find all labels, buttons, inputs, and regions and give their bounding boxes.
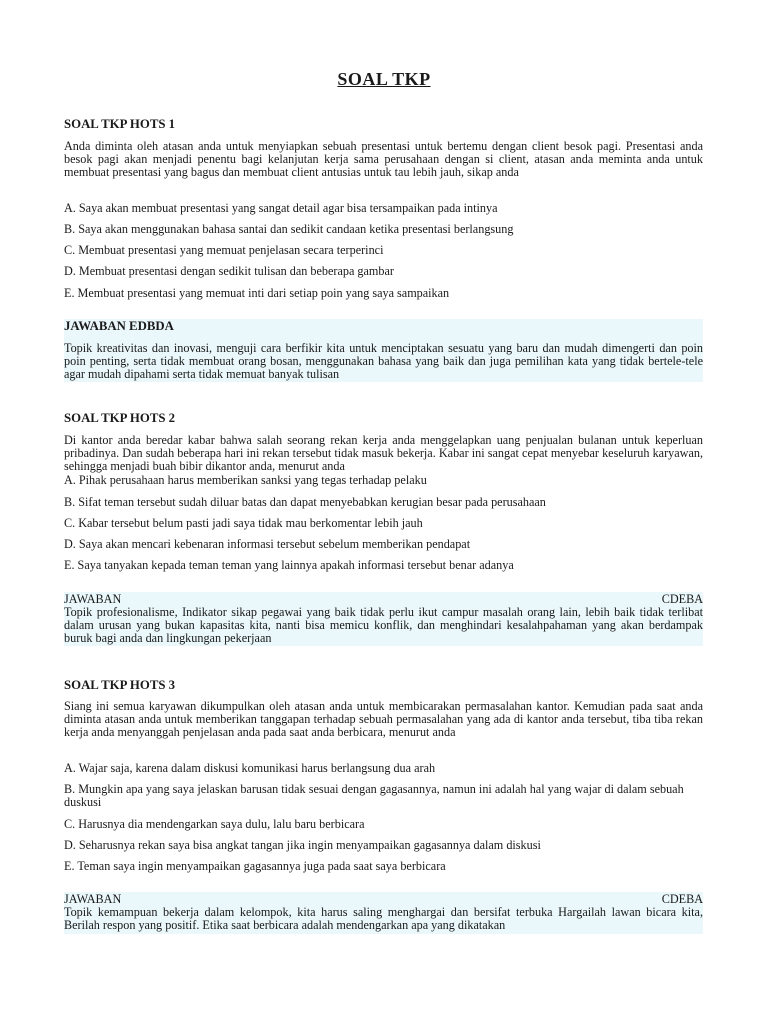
question-1-answer-text: Topik kreativitas dan inovasi, menguji cara berfikir kita untuk menciptakan sesuatu yang baru dan mudah dimengerti dan poin poin penting, serta tidak membuat orang bosan, menggunakan bahasa yang baik dan juga pemilihan kata yang tidak bertele-tele agar mudah dipahami serta tidak memuat banyak tulisan	[64, 341, 703, 381]
question-1-answer-label: JAWABAN EDBDA	[64, 319, 174, 333]
question-2-answer-label: JAWABAN	[64, 592, 122, 606]
question-1-text: Anda diminta oleh atasan anda untuk menyiapkan sebuah presentasi untuk bertemu dengan client besok pagi. Presentasi anda besok pagi akan menjadi penentu bagi kelanjutan kerja sama perusahaan dengan si client, atasan anda meminta anda untuk membuat presentasi yang bagus dan membuat client antusias untuk tau lebih jauh, sikap anda	[64, 139, 703, 179]
question-2-text: Di kantor anda beredar kabar bahwa salah seorang rekan kerja anda menggelapkan uang penjualan bulanan untuk keperluan pribadinya. Dan sudah beberapa hari ini rekan tersebut tidak masuk bekerja. Kabar ini sangat cepat menyebar keseluruh karyawan, sehingga menjadi buah bibir dikantor anda, menurut anda	[64, 433, 703, 473]
question-3-answer-text: Topik kemampuan bekerja dalam kelompok, kita harus saling menghargai dan bersifat terbuka Hargailah lawan bicara kita, Berilah respon yang positif. Etika saat berbicara adalah mendengarkan apa yang dikatakan	[64, 905, 703, 932]
question-3-answer-box	[64, 892, 703, 934]
question-3-answer-code: CDEBA	[661, 892, 703, 906]
question-2-answer-box	[64, 592, 703, 646]
question-2-option-d: D. Saya akan mencari kebenaran informasi tersebut sebelum memberikan pendapat	[64, 537, 471, 551]
question-3-option-c: C. Harusnya dia mendengarkan saya dulu, lalu baru berbicara	[64, 817, 365, 831]
question-1-option-e: E. Membuat presentasi yang memuat inti dari setiap poin yang saya sampaikan	[64, 286, 450, 300]
question-3-option-b: B. Mungkin apa yang saya jelaskan barusan tidak sesuai dengan gagasannya, namun ini adalah hal yang wajar di dalam sebuah duskusi	[64, 782, 684, 809]
question-1-answer-box	[64, 319, 703, 382]
question-3-text: Siang ini semua karyawan dikumpulkan oleh atasan anda untuk membicarakan permasalahan kantor. Kemudian pada saat anda diminta atasan anda untuk memberikan tanggapan terhadap sebuah permasalahan yang ada di kantor anda tersebut, tiba tiba rekan kerja anda menyanggah penjelasan anda pada saat anda berbicara, menurut anda	[64, 699, 703, 739]
question-3-option-d: D. Seharusnya rekan saya bisa angkat tangan jika ingin menyampaikan gagasannya dalam diskusi	[64, 838, 541, 852]
question-1-heading: SOAL TKP HOTS 1	[64, 117, 176, 131]
question-2-option-b: B. Sifat teman tersebut sudah diluar batas dan dapat menyebabkan kerugian besar pada perusahaan	[64, 495, 546, 509]
question-1-option-a: A. Saya akan membuat presentasi yang sangat detail agar bisa tersampaikan pada intinya	[64, 201, 498, 215]
question-1-option-c: C. Membuat presentasi yang memuat penjelasan secara terperinci	[64, 243, 384, 257]
question-3-option-a: A. Wajar saja, karena dalam diskusi komunikasi harus berlangsung dua arah	[64, 761, 436, 775]
question-2-answer-text: Topik profesionalisme, Indikator sikap pegawai yang baik tidak perlu ikut campur masalah orang lain, lebih baik tidak terlibat dalam urusan yang bukan kapasitas kita, nanti bisa memicu konflik, dan menghindari kesalahpahaman yang akan berdampak buruk bagi anda dan lingkungan pekerjaan	[64, 605, 703, 645]
question-1-option-b: B. Saya akan menggunakan bahasa santai dan sedikit candaan ketika presentasi berlangsung	[64, 222, 514, 236]
question-3-option-e: E. Teman saya ingin menyampaikan gagasannya juga pada saat saya berbicara	[64, 859, 446, 873]
question-2-option-e: E. Saya tanyakan kepada teman teman yang lainnya apakah informasi tersebut benar adanya	[64, 558, 514, 572]
question-3-answer-label: JAWABAN	[64, 892, 122, 906]
question-2-answer-code: CDEBA	[661, 592, 703, 606]
question-2-heading: SOAL TKP HOTS 2	[64, 411, 176, 425]
question-3-heading: SOAL TKP HOTS 3	[64, 678, 176, 692]
page-title: SOAL TKP	[337, 69, 431, 89]
question-1-option-d: D. Membuat presentasi dengan sedikit tulisan dan beberapa gambar	[64, 264, 394, 278]
question-2-option-c: C. Kabar tersebut belum pasti jadi saya tidak mau berkomentar lebih jauh	[64, 516, 423, 530]
question-2-option-a: A. Pihak perusahaan harus memberikan sanksi yang tegas terhadap pelaku	[64, 473, 427, 487]
